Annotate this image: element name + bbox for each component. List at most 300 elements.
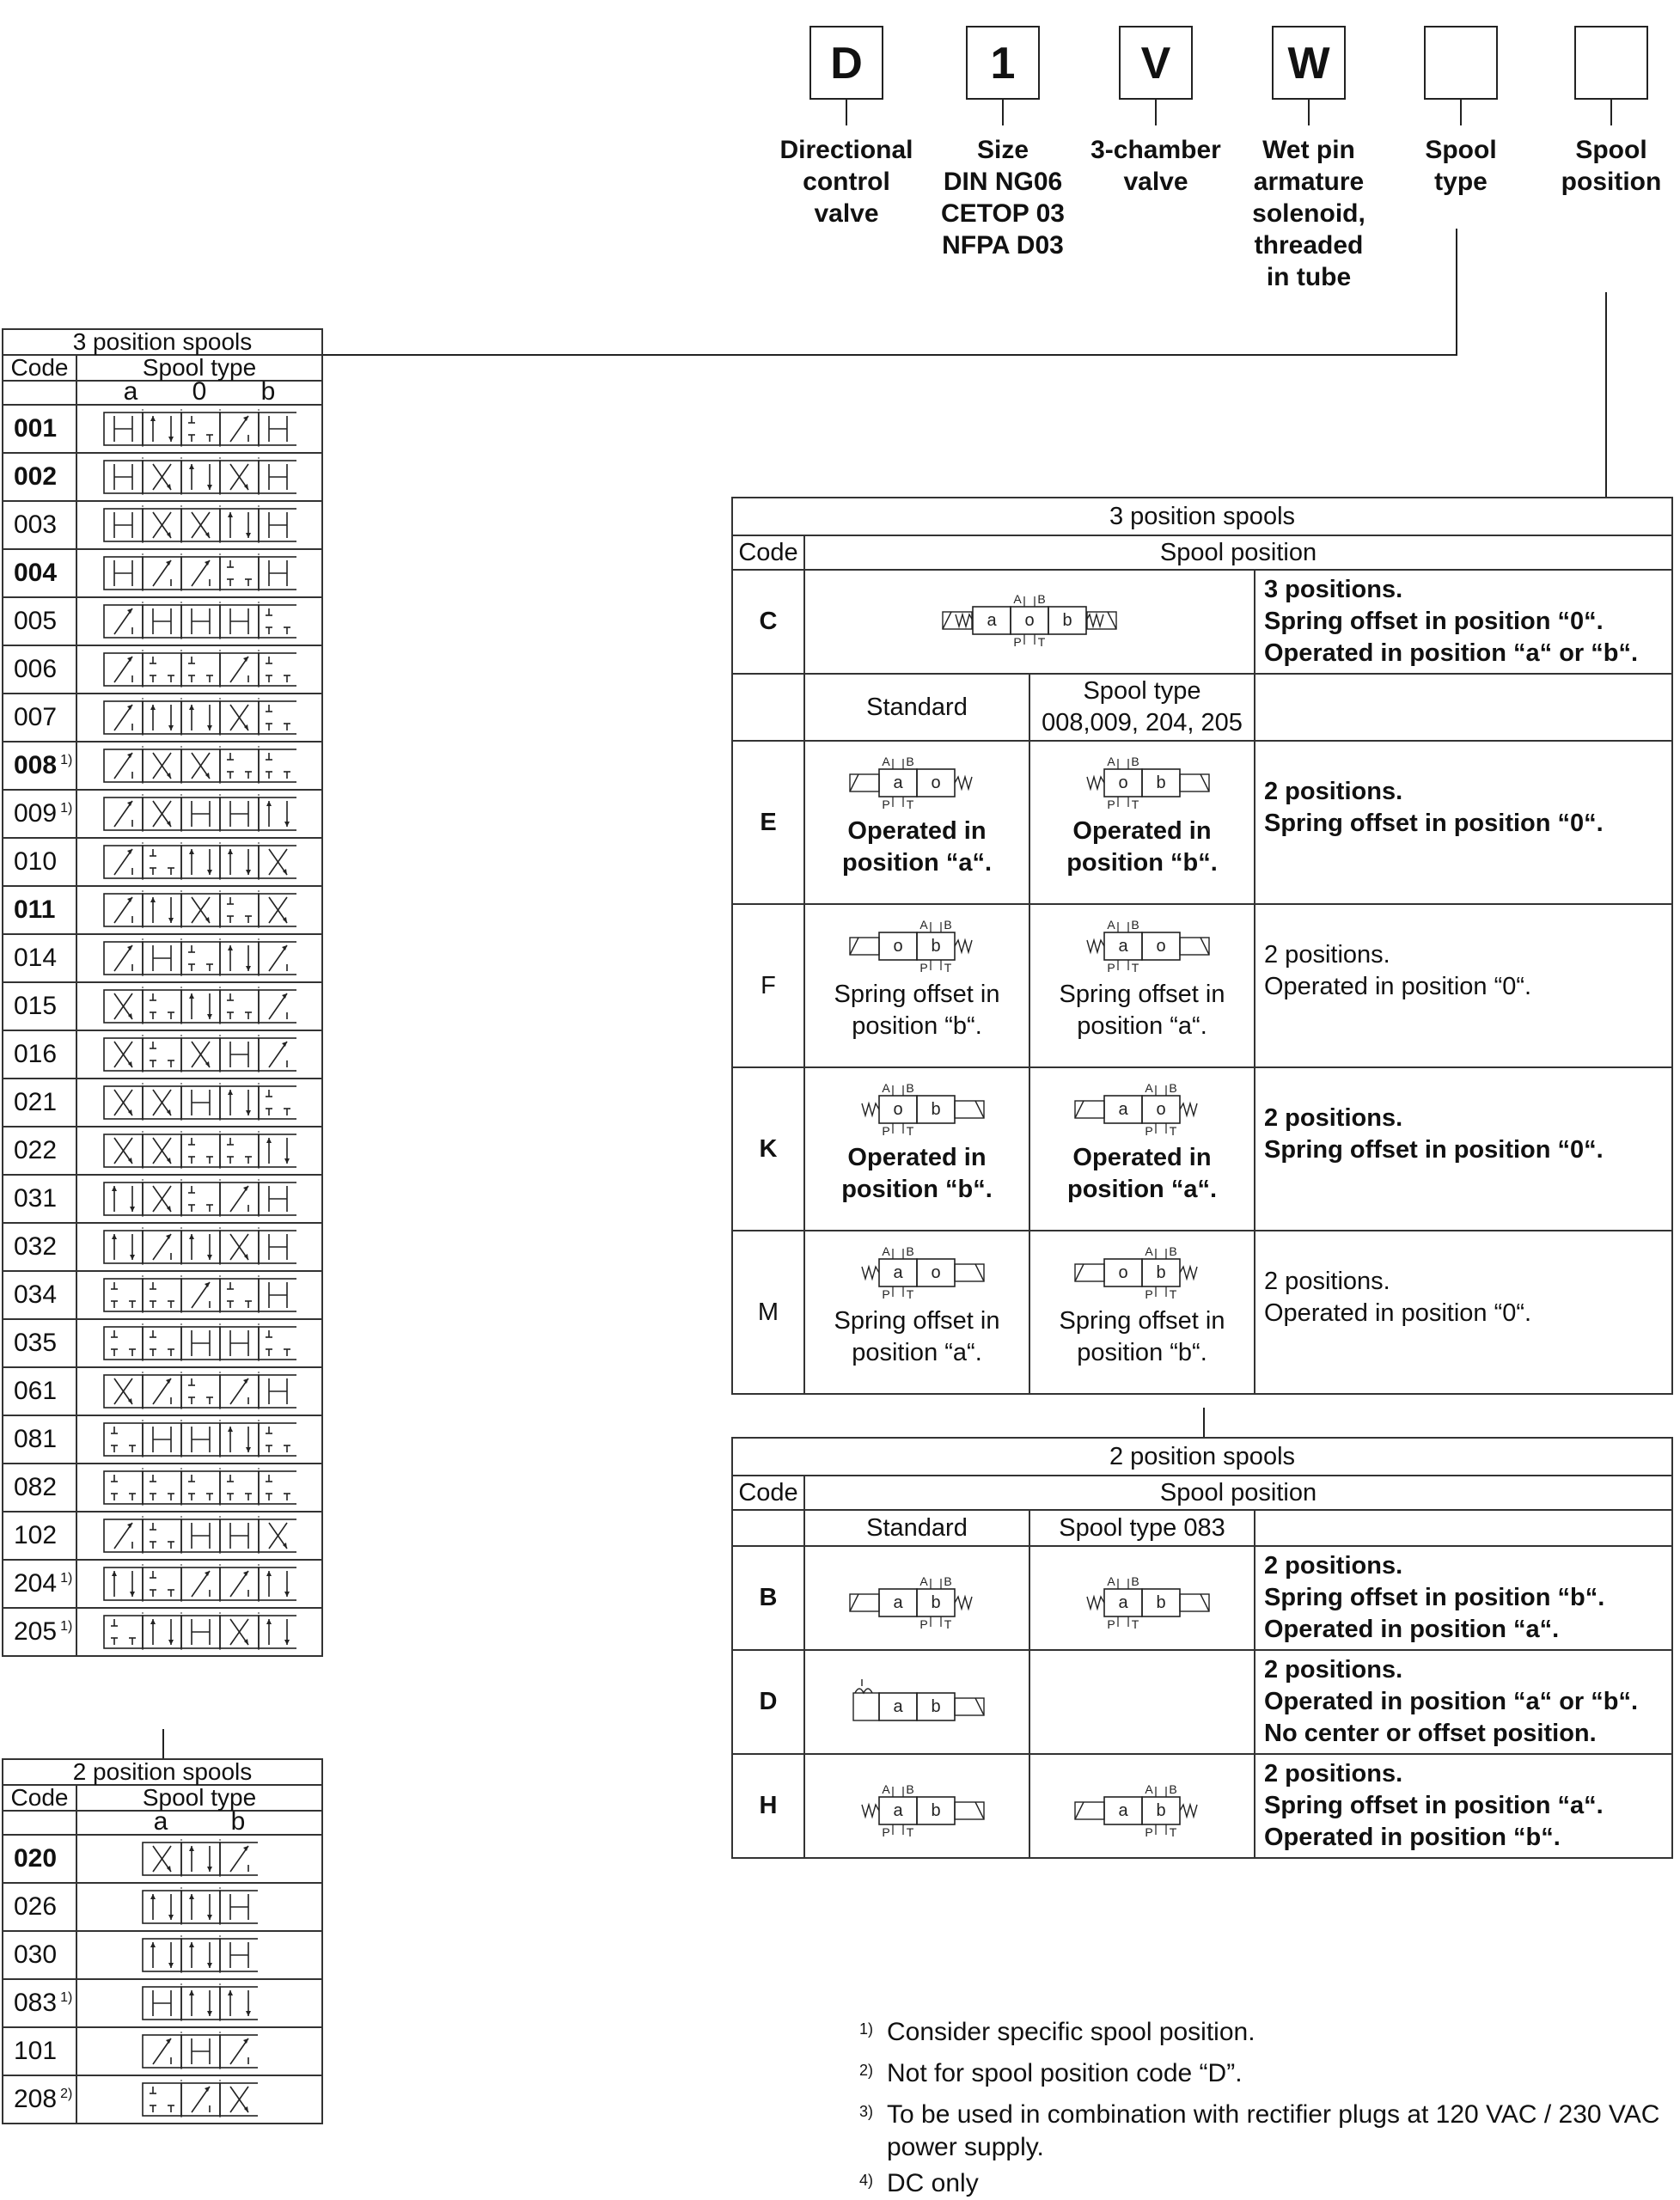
symbol-cell <box>1029 1650 1255 1754</box>
desc-line: 2 positions. <box>1264 941 1390 969</box>
col-position-header: Spool position <box>804 1476 1672 1510</box>
svg-text:o: o <box>1156 1100 1166 1119</box>
valve-symbol-B-std-icon <box>831 1567 1003 1635</box>
svg-text:o: o <box>893 1100 903 1119</box>
order-code-label-line: CETOP 03 <box>941 199 1065 228</box>
row-code: B <box>732 1546 804 1650</box>
spool-code-text: 101 <box>14 2037 58 2065</box>
spool-code <box>3 1608 76 1656</box>
col-spool-type-header: Spool type <box>76 1785 322 1811</box>
svg-text:P: P <box>882 1824 890 1839</box>
spool-symbol-cell <box>76 549 322 597</box>
spool-code-text: 032 <box>14 1232 58 1261</box>
spool-code <box>3 1883 76 1931</box>
table-row <box>3 453 322 501</box>
symbol-caption: position “a“. <box>1077 1012 1207 1040</box>
spool-symbol-cell <box>76 886 322 934</box>
spool-code-text: 021 <box>14 1088 58 1116</box>
spool-code <box>3 1079 76 1127</box>
spool-code-text: 102 <box>14 1521 58 1549</box>
spool-code-text: 083 <box>14 1989 58 2017</box>
row-description <box>1255 570 1672 674</box>
spool-code <box>3 1030 76 1079</box>
svg-text:T: T <box>944 1616 952 1631</box>
spool-code <box>3 453 76 501</box>
symbol-cell <box>804 570 1255 674</box>
header-line: 008,009, 204, 205 <box>1042 709 1243 736</box>
svg-text:P: P <box>1013 634 1022 649</box>
svg-text:T: T <box>1131 961 1139 975</box>
spool-symbol-cell <box>76 1175 322 1223</box>
order-code-label-line: armature <box>1253 168 1365 196</box>
svg-text:T: T <box>906 1287 914 1301</box>
symbol-caption: Spring offset in <box>1059 1307 1225 1335</box>
valve-symbol-D-std-icon <box>831 1671 1003 1739</box>
symbol-caption: Operated in <box>1072 1144 1212 1171</box>
svg-text:B: B <box>1131 1574 1139 1588</box>
footnote-text: Consider specific spool position. <box>887 2018 1255 2046</box>
svg-text:B: B <box>1131 918 1139 932</box>
svg-text:P: P <box>1107 961 1115 975</box>
svg-text:a: a <box>1118 1592 1128 1612</box>
footnote-mark: 3) <box>859 2103 874 2120</box>
footnote-mark: 1) <box>859 2020 874 2038</box>
desc-line: 2 positions. <box>1264 1552 1403 1580</box>
spool-081-icon <box>102 1420 296 1459</box>
spool-symbol-cell <box>76 982 322 1030</box>
order-code-label-line: DIN NG06 <box>943 168 1063 196</box>
table-row <box>732 1067 1672 1231</box>
svg-text:a: a <box>1118 937 1128 956</box>
spool-022-icon <box>102 1131 296 1170</box>
table-row <box>732 1546 1672 1650</box>
svg-text:o: o <box>1118 1263 1128 1282</box>
svg-text:P: P <box>1145 1124 1153 1138</box>
position-label: a <box>123 377 138 406</box>
spool-symbol-cell <box>76 1079 322 1127</box>
position-label-row <box>3 1811 322 1835</box>
spool-code-text: 205 <box>14 1617 58 1646</box>
spool-symbol-cell <box>76 2027 322 2075</box>
order-code-tick <box>846 100 847 125</box>
footnote-mark: 1) <box>60 1619 73 1634</box>
table-row <box>3 934 322 982</box>
spool-symbol-cell <box>76 1608 322 1656</box>
svg-text:a: a <box>1118 1800 1128 1820</box>
connector-line <box>162 1729 164 1758</box>
desc-line: Spring offset in position “0“. <box>1264 1136 1604 1164</box>
row-code: F <box>732 904 804 1067</box>
col-code-header: Code <box>3 355 76 381</box>
symbol-cell <box>1029 1067 1255 1231</box>
order-code-label-line: NFPA D03 <box>942 231 1064 260</box>
spool-symbol-cell <box>76 1319 322 1367</box>
spool-symbol-cell <box>76 1512 322 1560</box>
spool-code-text: 031 <box>14 1184 58 1213</box>
svg-text:A: A <box>1107 918 1115 932</box>
table-row <box>3 1883 322 1931</box>
svg-text:P: P <box>1107 798 1115 811</box>
col-position-header: Spool position <box>804 535 1672 570</box>
spool-code-text: 005 <box>14 607 58 635</box>
svg-text:T: T <box>1169 1287 1177 1301</box>
spool-205-icon <box>102 1612 296 1652</box>
spool-code-text: 011 <box>14 895 56 924</box>
row-code: C <box>732 570 804 674</box>
connector-line <box>1605 292 1607 498</box>
spool-007-icon <box>102 698 296 737</box>
table-row <box>732 1650 1672 1754</box>
spool-code <box>3 1271 76 1319</box>
spool-code-text: 026 <box>14 1892 58 1921</box>
table-row <box>3 1560 322 1608</box>
desc-line: 2 positions. <box>1264 1760 1403 1788</box>
footnote-mark: 1) <box>60 753 73 767</box>
spool-symbol-cell <box>76 1030 322 1079</box>
table-title: 3 position spools <box>3 329 322 355</box>
connector-line <box>322 354 1457 356</box>
svg-text:b: b <box>1156 1800 1166 1820</box>
svg-text:P: P <box>1145 1287 1153 1301</box>
svg-text:P: P <box>919 961 928 975</box>
spool-symbol-cell <box>76 1883 322 1931</box>
spool-code-text: 030 <box>14 1940 58 1969</box>
svg-text:A: A <box>1107 1574 1115 1588</box>
svg-text:T: T <box>1169 1824 1177 1839</box>
svg-text:o: o <box>1118 773 1128 792</box>
row-code: D <box>732 1650 804 1754</box>
valve-symbol-E-spc-icon <box>1056 747 1228 816</box>
spool-symbol-cell <box>76 501 322 549</box>
spool-code <box>3 1415 76 1464</box>
spool-code <box>3 838 76 886</box>
spool-code-text: 004 <box>14 559 58 587</box>
order-code-tick <box>1155 100 1157 125</box>
order-code-label-line: Size <box>976 136 1029 164</box>
svg-text:a: a <box>893 773 903 792</box>
valve-symbol-M-std-icon <box>831 1237 1003 1305</box>
symbol-caption: Spring offset in <box>834 981 1000 1008</box>
svg-text:P: P <box>1107 1616 1115 1631</box>
spool-symbol-cell <box>76 694 322 742</box>
valve-symbol-E-std-icon <box>831 747 1003 816</box>
spool-code <box>3 1931 76 1979</box>
spool-position-3pos-table <box>731 497 1673 1395</box>
footnote-mark: 1) <box>60 1571 73 1586</box>
spool-code <box>3 597 76 645</box>
table-row <box>3 1271 322 1319</box>
valve-symbol-F-spc-icon <box>1056 910 1228 979</box>
symbol-cell <box>1029 904 1255 1067</box>
svg-text:P: P <box>882 1287 890 1301</box>
order-code-label <box>926 134 1080 261</box>
spool-type-2pos-table <box>2 1758 323 2124</box>
order-code-label-line: valve <box>1123 168 1188 196</box>
table-row <box>3 982 322 1030</box>
table-row <box>3 1835 322 1883</box>
spool-009-icon <box>102 794 296 834</box>
spool-030-icon <box>141 1935 258 1975</box>
table-row <box>3 405 322 453</box>
svg-text:o: o <box>1156 937 1166 956</box>
svg-text:o: o <box>1024 610 1035 630</box>
table-row <box>3 1415 322 1464</box>
desc-line: 2 positions. <box>1264 778 1403 805</box>
empty-cell <box>3 1811 76 1835</box>
row-description <box>1255 1754 1672 1858</box>
svg-text:T: T <box>1131 798 1139 811</box>
svg-text:P: P <box>919 1616 928 1631</box>
col-code-header: Code <box>732 1476 804 1510</box>
table-row <box>3 1367 322 1415</box>
order-code-tick <box>1308 100 1310 125</box>
symbol-caption: position “a“. <box>842 849 992 877</box>
symbol-cell <box>804 904 1029 1067</box>
svg-text:A: A <box>919 1574 928 1588</box>
svg-text:b: b <box>931 1800 941 1820</box>
order-code-label-line: valve <box>814 199 879 228</box>
svg-text:A: A <box>919 918 928 932</box>
desc-line: Operated in position “a“. <box>1264 1616 1560 1643</box>
spool-082-icon <box>102 1468 296 1507</box>
empty-cell <box>732 1510 804 1546</box>
spool-symbol-cell <box>76 1415 322 1464</box>
order-code-label-line: 3-chamber <box>1090 136 1221 164</box>
spool-symbol-cell <box>76 1127 322 1175</box>
col-standard-header: Standard <box>804 674 1029 741</box>
order-code-label-line: Directional <box>779 136 913 164</box>
position-label: 0 <box>192 377 207 406</box>
svg-text:a: a <box>893 1696 903 1716</box>
spool-015-icon <box>102 987 296 1026</box>
spool-014-icon <box>102 938 296 978</box>
spool-symbol-cell <box>76 453 322 501</box>
valve-symbol-K-spc-icon <box>1056 1073 1228 1142</box>
spool-code-text: 003 <box>14 510 58 539</box>
spool-026-icon <box>141 1887 258 1927</box>
empty-cell <box>3 381 76 405</box>
table-row <box>3 1127 322 1175</box>
desc-line: Operated in position “0“. <box>1264 1299 1532 1327</box>
spool-003-icon <box>102 505 296 545</box>
svg-text:b: b <box>1156 773 1166 792</box>
col-special-header <box>1029 674 1255 741</box>
table-row <box>3 2075 322 2124</box>
spool-code-text: 082 <box>14 1473 58 1501</box>
svg-text:B: B <box>906 755 914 768</box>
spool-208-icon <box>141 2080 258 2119</box>
svg-text:B: B <box>1169 1081 1177 1095</box>
order-code-label-line: position <box>1561 168 1662 196</box>
table-title: 2 position spools <box>732 1438 1672 1476</box>
spool-code-text: 015 <box>14 992 58 1020</box>
row-description <box>1255 741 1672 904</box>
spool-symbol-cell <box>76 1979 322 2027</box>
svg-text:b: b <box>1156 1592 1166 1612</box>
footnote-text: DC only <box>887 2169 979 2197</box>
order-code-label-line: threaded <box>1254 231 1364 260</box>
symbol-caption: position “a“. <box>1067 1176 1217 1203</box>
svg-text:b: b <box>931 1100 941 1119</box>
spool-102-icon <box>102 1516 296 1555</box>
desc-line: 2 positions. <box>1264 1268 1390 1295</box>
order-code-box <box>1424 26 1498 100</box>
table-row <box>3 645 322 694</box>
spool-code <box>3 934 76 982</box>
table-row <box>3 2027 322 2075</box>
position-labels <box>76 377 322 406</box>
spool-code-text: 014 <box>14 944 58 972</box>
spool-code <box>3 1319 76 1367</box>
connector-line <box>1456 229 1457 356</box>
spool-symbol-cell <box>76 742 322 790</box>
row-code: E <box>732 741 804 904</box>
symbol-cell <box>804 1067 1029 1231</box>
spool-061-icon <box>102 1372 296 1411</box>
symbol-cell <box>804 1546 1029 1650</box>
spool-code-text: 081 <box>14 1425 58 1453</box>
table-row <box>3 549 322 597</box>
desc-line: Spring offset in position “b“. <box>1264 1584 1605 1611</box>
table-row <box>732 1231 1672 1394</box>
order-code-label <box>1534 134 1680 198</box>
footnote-text: Not for spool position code “D”. <box>887 2059 1243 2087</box>
table-row <box>3 501 322 549</box>
empty-cell <box>1255 1510 1672 1546</box>
order-code-label-line: control <box>803 168 890 196</box>
svg-text:T: T <box>1169 1124 1177 1138</box>
spool-code-text: 016 <box>14 1040 58 1068</box>
valve-symbol-H-std-icon <box>831 1775 1003 1843</box>
spool-006-icon <box>102 650 296 689</box>
spool-011-icon <box>102 890 296 930</box>
spool-code <box>3 694 76 742</box>
symbol-caption: Spring offset in <box>834 1307 1000 1335</box>
spool-code <box>3 549 76 597</box>
svg-text:A: A <box>1013 591 1022 606</box>
table-row <box>3 886 322 934</box>
spool-code-text: 009 <box>14 799 58 828</box>
svg-text:P: P <box>882 798 890 811</box>
spool-code <box>3 405 76 453</box>
table-row <box>732 741 1672 904</box>
spool-034-icon <box>102 1275 296 1315</box>
valve-symbol-H-spc-icon <box>1056 1775 1228 1843</box>
table-row <box>3 1079 322 1127</box>
spool-code <box>3 982 76 1030</box>
table-row <box>3 1175 322 1223</box>
table-row <box>3 1223 322 1271</box>
spool-code-text: 010 <box>14 847 58 876</box>
order-code-label-line: Wet pin <box>1262 136 1355 164</box>
valve-symbol-K-std-icon <box>831 1073 1003 1142</box>
symbol-cell <box>1029 1231 1255 1394</box>
row-code: M <box>732 1231 804 1394</box>
spool-001-icon <box>102 409 296 449</box>
svg-text:A: A <box>1145 1081 1153 1095</box>
symbol-cell <box>1029 1754 1255 1858</box>
spool-035-icon <box>102 1323 296 1363</box>
svg-text:A: A <box>882 1781 890 1796</box>
spool-type-3pos-table <box>2 328 323 1657</box>
spool-code <box>3 742 76 790</box>
symbol-cell <box>804 1231 1029 1394</box>
symbol-cell <box>804 1650 1029 1754</box>
svg-text:a: a <box>893 1592 903 1612</box>
svg-text:T: T <box>1037 634 1046 649</box>
spool-code <box>3 2075 76 2124</box>
desc-line: No center or offset position. <box>1264 1720 1597 1747</box>
spool-symbol-cell <box>76 597 322 645</box>
symbol-caption: position “b“. <box>852 1012 982 1040</box>
spool-code <box>3 1127 76 1175</box>
spool-symbol-cell <box>76 1931 322 1979</box>
order-code-label-line: Spool <box>1575 136 1647 164</box>
svg-text:A: A <box>1145 1244 1153 1258</box>
empty-cell <box>732 674 804 741</box>
footnote-mark: 2) <box>859 2062 874 2079</box>
spool-symbol-cell <box>76 2075 322 2124</box>
desc-line: Operated in position “b“. <box>1264 1824 1561 1851</box>
svg-text:A: A <box>882 1081 890 1095</box>
col-code-header: Code <box>3 1785 76 1811</box>
spool-symbol-cell <box>76 934 322 982</box>
spool-008-icon <box>102 746 296 785</box>
table-row <box>3 1319 322 1367</box>
svg-text:T: T <box>906 1824 914 1839</box>
symbol-caption: position “b“. <box>1066 849 1218 877</box>
symbol-caption: position “b“. <box>1077 1339 1207 1366</box>
row-code: K <box>732 1067 804 1231</box>
order-code-tick <box>1610 100 1612 125</box>
order-code-tick <box>1460 100 1462 125</box>
symbol-caption: Operated in <box>847 817 987 845</box>
order-code-label-line: in tube <box>1266 263 1352 291</box>
table-row <box>732 1754 1672 1858</box>
svg-text:T: T <box>906 1124 914 1138</box>
order-code-label <box>1384 134 1538 198</box>
table-row <box>3 1512 322 1560</box>
svg-text:b: b <box>1156 1263 1166 1282</box>
position-label: b <box>230 1807 246 1836</box>
col-standard-header: Standard <box>804 1510 1029 1546</box>
table-title: 2 position spools <box>3 1759 322 1785</box>
row-description <box>1255 1650 1672 1754</box>
order-code-label-line: solenoid, <box>1252 199 1365 228</box>
desc-line: Operated in position “a“ or “b“. <box>1264 1688 1639 1715</box>
svg-text:b: b <box>1062 610 1072 630</box>
spool-005-icon <box>102 602 296 641</box>
symbol-cell <box>804 1754 1029 1858</box>
order-code-box: D <box>809 26 883 100</box>
spool-code <box>3 1223 76 1271</box>
spool-symbol-cell <box>76 790 322 838</box>
spool-symbol-cell <box>76 1835 322 1883</box>
spool-symbol-cell <box>76 1464 322 1512</box>
spool-symbol-cell <box>76 405 322 453</box>
desc-line: 2 positions. <box>1264 1656 1403 1684</box>
spool-symbol-cell <box>76 645 322 694</box>
svg-text:B: B <box>1169 1244 1177 1258</box>
svg-text:P: P <box>1145 1824 1153 1839</box>
table-row <box>3 1030 322 1079</box>
spool-code-text: 035 <box>14 1329 58 1357</box>
symbol-caption: position “b“. <box>841 1176 993 1203</box>
spool-position-2pos-table <box>731 1437 1673 1859</box>
svg-text:B: B <box>1131 755 1139 768</box>
desc-line: Spring offset in position “0“. <box>1264 608 1604 635</box>
spool-symbol-cell <box>76 1271 322 1319</box>
